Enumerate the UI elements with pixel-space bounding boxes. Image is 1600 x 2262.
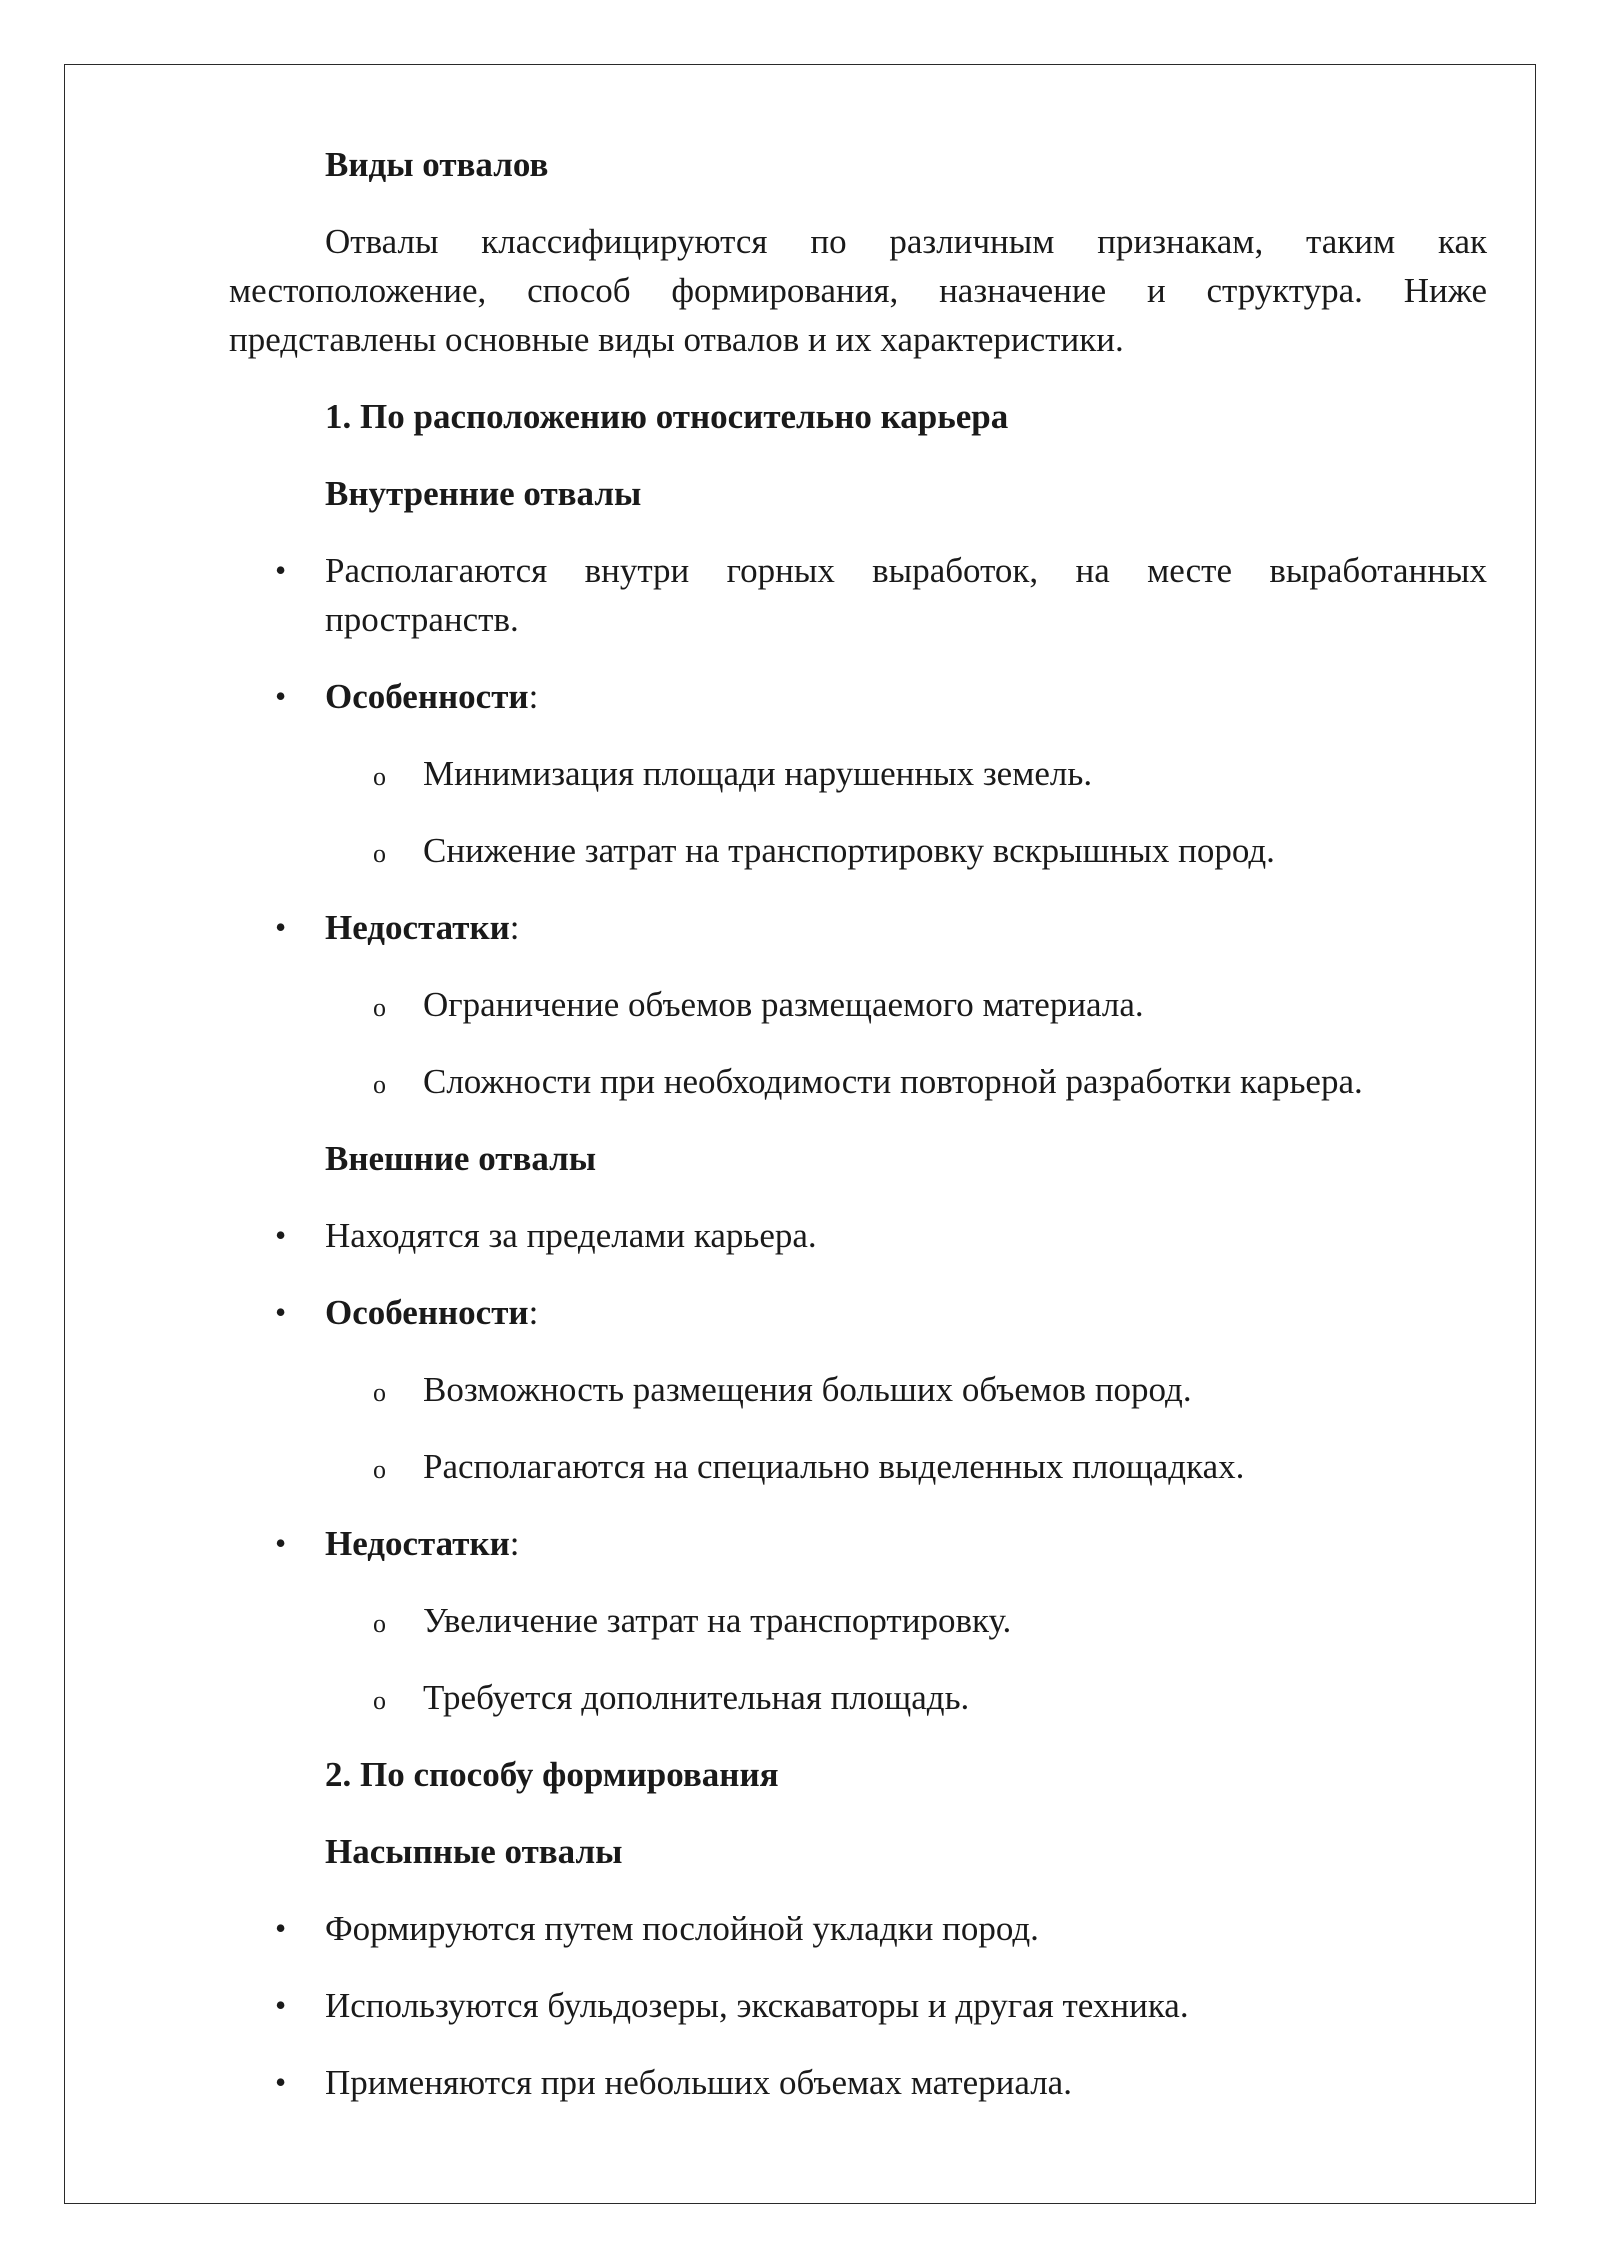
internal-drawback-1: Ограничение объемов размещаемого материала. bbox=[423, 985, 1144, 1024]
list-item bbox=[229, 1981, 1487, 2030]
sub-bullet-marker: o bbox=[373, 762, 386, 791]
bullet-marker: • bbox=[275, 2064, 287, 2100]
internal-feature-1: Минимизация площади нарушенных земель. bbox=[423, 754, 1093, 793]
bullet-marker: • bbox=[275, 1910, 287, 1946]
bulk-item-2: Используются бульдозеры, экскаваторы и другая техника. bbox=[325, 1986, 1189, 2025]
sub-bullet-marker: o bbox=[373, 1609, 386, 1638]
sub-list-item bbox=[229, 1442, 1487, 1491]
bullet-marker: • bbox=[275, 678, 287, 714]
sub-bullet-marker: o bbox=[373, 839, 386, 868]
intro-paragraph: Отвалы классифицируются по различным признакам, таким как местоположение, способ формирования, назначение и структура. Ниже представлены основные виды отвалов и их характеристики. bbox=[229, 222, 1487, 359]
internal-drawback-2: Сложности при необходимости повторной разработки карьера. bbox=[423, 1062, 1363, 1101]
sub-list-item bbox=[229, 1596, 1487, 1645]
external-drawback-2: Требуется дополнительная площадь. bbox=[423, 1678, 970, 1717]
list-item bbox=[229, 1288, 1487, 1337]
internal-feature-2: Снижение затрат на транспортировку вскрышных пород. bbox=[423, 831, 1275, 870]
external-feature-1: Возможность размещения больших объемов пород. bbox=[423, 1370, 1192, 1409]
bullet-marker: • bbox=[275, 1217, 287, 1253]
bulk-item-3: Применяются при небольших объемах материала. bbox=[325, 2063, 1072, 2102]
external-drawbacks-label: Недостатки bbox=[325, 1524, 510, 1563]
document-title: Виды отвалов bbox=[325, 145, 549, 184]
external-dumps-heading: Внешние отвалы bbox=[325, 1139, 597, 1178]
colon: : bbox=[509, 1524, 520, 1563]
list-item bbox=[229, 903, 1487, 952]
sub-list-item bbox=[229, 1057, 1487, 1106]
bulk-dumps-heading: Насыпные отвалы bbox=[325, 1832, 623, 1871]
sub-list-item bbox=[229, 1673, 1487, 1722]
external-feature-2: Располагаются на специально выделенных площадках. bbox=[423, 1447, 1245, 1486]
bullet-marker: • bbox=[275, 552, 287, 588]
list-item bbox=[229, 1904, 1487, 1953]
sub-bullet-marker: o bbox=[373, 1455, 386, 1484]
external-desc: Находятся за пределами карьера. bbox=[325, 1216, 817, 1255]
internal-dumps-heading: Внутренние отвалы bbox=[325, 474, 642, 513]
sub-list-item bbox=[229, 1365, 1487, 1414]
list-item bbox=[229, 1519, 1487, 1568]
sub-list-item bbox=[229, 749, 1487, 798]
bullet-marker: • bbox=[275, 1294, 287, 1330]
bullet-marker: • bbox=[275, 1987, 287, 2023]
sub-bullet-marker: o bbox=[373, 1378, 386, 1407]
list-item bbox=[229, 672, 1487, 721]
external-features-label: Особенности bbox=[325, 1293, 529, 1332]
internal-desc: Располагаются внутри горных выработок, на месте выработанных пространств. bbox=[325, 551, 1487, 639]
colon: : bbox=[528, 677, 539, 716]
external-drawback-1: Увеличение затрат на транспортировку. bbox=[423, 1601, 1012, 1640]
sub-bullet-marker: o bbox=[373, 1686, 386, 1715]
document-body bbox=[229, 140, 1487, 2135]
sub-list-item bbox=[229, 826, 1487, 875]
bulk-item-1: Формируются путем послойной укладки пород. bbox=[325, 1909, 1039, 1948]
colon: : bbox=[528, 1293, 539, 1332]
sub-list-item bbox=[229, 980, 1487, 1029]
bullet-marker: • bbox=[275, 909, 287, 945]
bullet-marker: • bbox=[275, 1525, 287, 1561]
section-2-heading: 2. По способу формирования bbox=[325, 1755, 779, 1794]
list-item bbox=[229, 546, 1487, 644]
internal-drawbacks-label: Недостатки bbox=[325, 908, 510, 947]
section-1-heading: 1. По расположению относительно карьера bbox=[325, 397, 1009, 436]
sub-bullet-marker: o bbox=[373, 993, 386, 1022]
colon: : bbox=[509, 908, 520, 947]
internal-features-label: Особенности bbox=[325, 677, 529, 716]
sub-bullet-marker: o bbox=[373, 1070, 386, 1099]
list-item bbox=[229, 1211, 1487, 1260]
list-item bbox=[229, 2058, 1487, 2107]
